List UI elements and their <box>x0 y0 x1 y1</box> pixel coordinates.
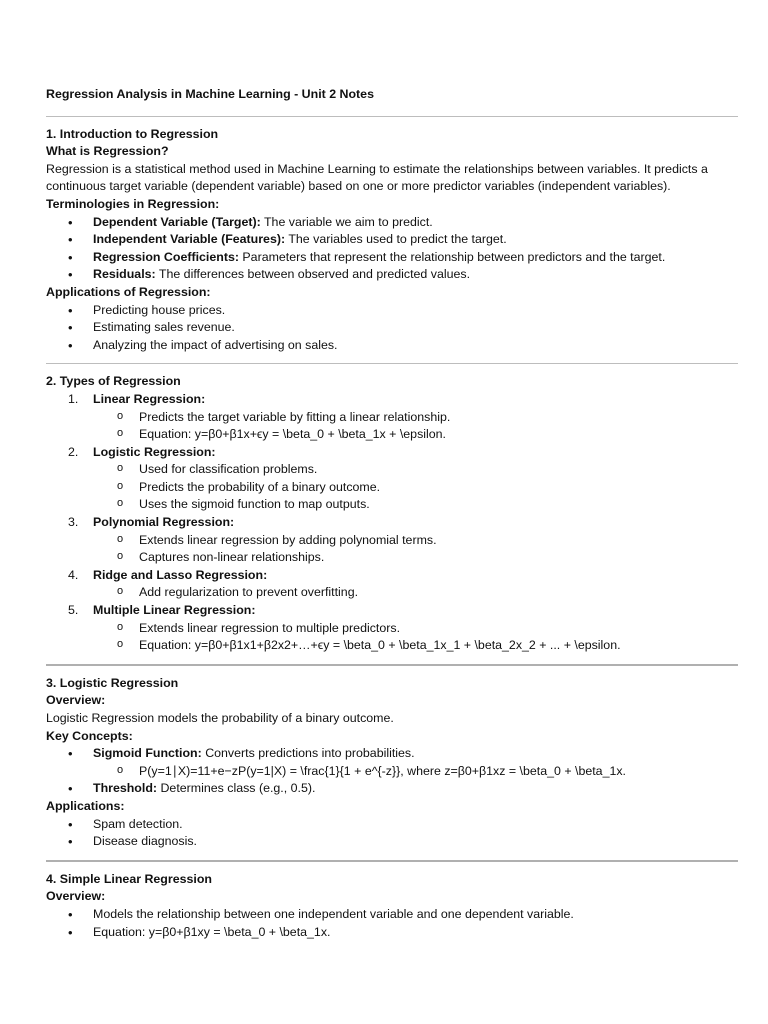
subheading: Key Concepts: <box>46 728 133 743</box>
section-title: 4. Simple Linear Regression <box>46 871 212 886</box>
concepts-list <box>46 745 738 798</box>
document-page <box>46 86 738 941</box>
section-simple-linear <box>46 862 738 941</box>
terminology-list <box>46 214 738 284</box>
list-item: • Dependent Variable (Target): The variable we aim to predict. <box>46 214 738 232</box>
list-item: • Analyzing the impact of advertising on sales. <box>46 337 738 355</box>
list-item: 4. Ridge and Lasso Regression: o Add regularization to prevent overfitting. <box>46 567 738 602</box>
list-item: o Add regularization to prevent overfitting. <box>93 584 738 602</box>
subheading: Overview: <box>46 889 106 904</box>
subheading: Applications: <box>46 798 125 813</box>
list-item: o Equation: y=β0+β1x1+β2x2+…+ϵy = \beta_0 + \beta_1x_1 + \beta_2x_2 + ... + \epsilon. <box>93 637 738 655</box>
list-item: 2. Logistic Regression: o Used for classification problems. o Predicts the probability of a binary outcome. o Uses the sigmoid function to map outputs. <box>46 444 738 514</box>
list-item: 5. Multiple Linear Regression: o Extends linear regression to multiple predictors. o Equation: y=β0+β1x1+β2x2+…+ϵy = \beta_0 + \beta_1x_1 + \beta_2x_2 + ... + \epsilon. <box>46 602 738 655</box>
list-item: o Extends linear regression to multiple predictors. <box>93 620 738 638</box>
paragraph: Regression is a statistical method used in Machine Learning to estimate the relationships between variables. It predicts a continuous target variable (dependent variable) based on one or more predictor variables (independent variables). <box>46 161 708 194</box>
list-item: o Predicts the target variable by fitting a linear relationship. <box>93 409 738 427</box>
list-item: • Sigmoid Function: Converts predictions into probabilities. o P(y=1∣X)=11+e−zP(y=1|X) = \frac{1}{1 + e^{-z}}, where z=β0+β1xz = \beta_0 + \beta_1x. <box>46 745 738 780</box>
list-item: o Extends linear regression by adding polynomial terms. <box>93 532 738 550</box>
list-item: • Disease diagnosis. <box>46 833 738 851</box>
paragraph: Logistic Regression models the probability of a binary outcome. <box>46 711 394 725</box>
list-item: o P(y=1∣X)=11+e−zP(y=1|X) = \frac{1}{1 + e^{-z}}, where z=β0+β1xz = \beta_0 + \beta_1x. <box>93 763 738 781</box>
section-introduction <box>46 117 738 364</box>
section-title: 1. Introduction to Regression <box>46 126 219 141</box>
section-types <box>46 364 738 664</box>
subheading: Applications of Regression: <box>46 284 211 299</box>
list-item: • Estimating sales revenue. <box>46 319 738 337</box>
list-item: • Threshold: Determines class (e.g., 0.5). <box>46 780 738 798</box>
subheading: What is Regression? <box>46 144 169 159</box>
document-title: Regression Analysis in Machine Learning - Unit 2 Notes <box>46 87 374 101</box>
types-list <box>46 391 738 655</box>
list-item: • Equation: y=β0+β1xy = \beta_0 + \beta_1x. <box>46 924 738 942</box>
list-item: o Used for classification problems. <box>93 461 738 479</box>
overview-list <box>46 906 738 941</box>
section-logistic <box>46 666 738 860</box>
applications-list <box>46 302 738 355</box>
list-item: • Residuals: The differences between observed and predicted values. <box>46 266 738 284</box>
list-item: • Regression Coefficients: Parameters that represent the relationship between predictors and the target. <box>46 249 738 267</box>
subheading: Terminologies in Regression: <box>46 196 220 211</box>
list-item: o Predicts the probability of a binary outcome. <box>93 479 738 497</box>
list-item: • Independent Variable (Features): The variables used to predict the target. <box>46 231 738 249</box>
list-item: • Models the relationship between one independent variable and one dependent variable. <box>46 906 738 924</box>
applications-list <box>46 816 738 851</box>
list-item: o Uses the sigmoid function to map outputs. <box>93 496 738 514</box>
list-item: • Predicting house prices. <box>46 302 738 320</box>
list-item: • Spam detection. <box>46 816 738 834</box>
list-item: o Equation: y=β0+β1x+ϵy = \beta_0 + \beta_1x + \epsilon. <box>93 426 738 444</box>
section-title: 2. Types of Regression <box>46 374 181 389</box>
list-item: 1. Linear Regression: o Predicts the target variable by fitting a linear relationship. o Equation: y=β0+β1x+ϵy = \beta_0 + \beta_1x + \epsilon. <box>46 391 738 444</box>
list-item: 3. Polynomial Regression: o Extends linear regression by adding polynomial terms. o Captures non-linear relationships. <box>46 514 738 567</box>
list-item: o Captures non-linear relationships. <box>93 549 738 567</box>
subheading: Overview: <box>46 693 106 708</box>
section-title: 3. Logistic Regression <box>46 675 179 690</box>
